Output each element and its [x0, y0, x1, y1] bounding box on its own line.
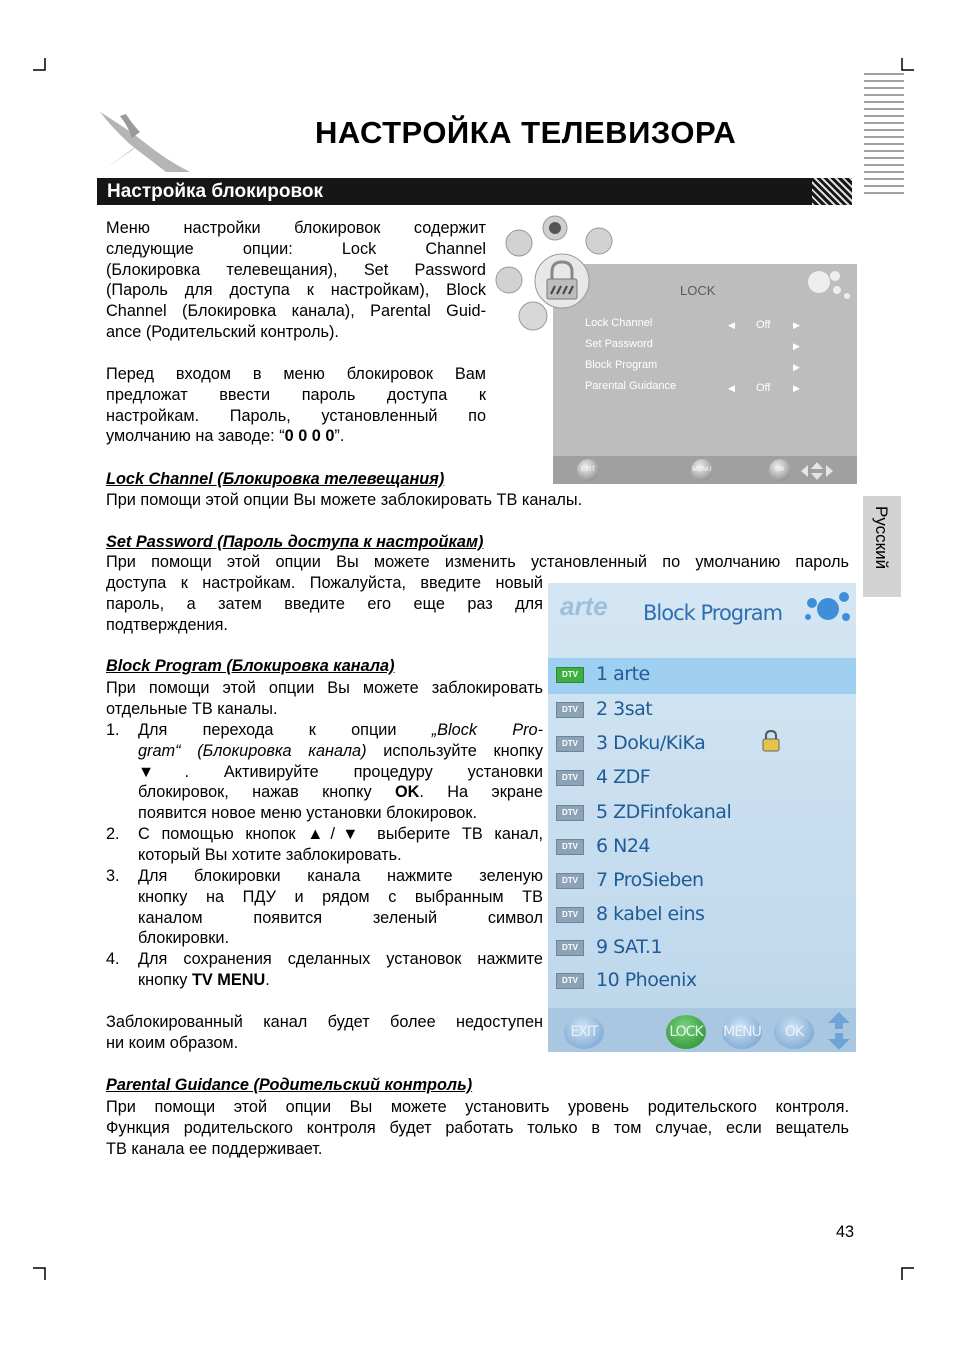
- exit-button-label: EXIT: [580, 466, 596, 473]
- text-fragment: умолчанию на заводе: “: [106, 427, 285, 446]
- parental-guidance-heading: Parental Guidance (Родительский контроль): [106, 1076, 473, 1094]
- arrow-right-icon[interactable]: ▶: [793, 320, 800, 330]
- text-line: Функция родительского контроля будет работать только в том случае, если вещатель: [106, 1118, 849, 1137]
- language-tab: [863, 496, 901, 597]
- ok-button[interactable]: [769, 459, 791, 481]
- lock-channel-text: [106, 490, 856, 511]
- text-line: [106, 426, 486, 447]
- arte-logo: arte: [560, 591, 608, 621]
- text-fragment: .: [265, 970, 270, 989]
- text-fragment: блокировок, нажав кнопку: [138, 783, 395, 802]
- channel-name: 5 ZDFinfokanal: [596, 801, 732, 823]
- password-intro-paragraph: [106, 364, 486, 447]
- list-number: 2.: [106, 825, 120, 843]
- arrow-right-icon[interactable]: ▶: [793, 341, 800, 351]
- text-line: отдельные ТВ каналы.: [106, 699, 278, 718]
- ok-button-label: OK: [775, 466, 785, 473]
- text-fragment: TV MENU: [191, 970, 266, 989]
- menu-button-label: MENU: [692, 466, 712, 473]
- parental-guidance-text: [106, 1097, 849, 1159]
- list-text: [138, 720, 543, 824]
- bubbles-icon: [805, 266, 853, 302]
- dtv-tag: DTV: [556, 770, 584, 786]
- channel-name: 8 kabel eins: [596, 903, 705, 925]
- section-title: Настройка блокировок: [107, 181, 324, 202]
- channel-name: 1 arte: [596, 663, 650, 685]
- text-line: При помощи этой опции Вы можете заблокировать: [106, 679, 543, 697]
- exit-button[interactable]: [564, 1015, 604, 1049]
- block-program-heading: Block Program (Блокировка канала): [106, 657, 395, 675]
- block-program-outro: [106, 1012, 543, 1054]
- text-line: каналом появится зеленый символ: [138, 908, 543, 927]
- text-fragment: gram“ (Блокировка канала): [138, 741, 367, 760]
- intro-paragraph: [106, 218, 486, 343]
- lock-channel-value: Off: [756, 319, 771, 331]
- lock-menu-title: LOCK: [680, 283, 716, 298]
- text-line: который Вы хотите заблокировать.: [138, 845, 402, 864]
- default-password: 0 0 0 0: [284, 427, 335, 446]
- list-text: [138, 866, 543, 949]
- dtv-tag: DTV: [556, 973, 584, 989]
- text-line: Заблокированный канал будет более недоступен: [106, 1013, 543, 1031]
- menu-button[interactable]: [722, 1015, 762, 1049]
- list-item: [106, 866, 543, 950]
- text-fragment: кнопку: [138, 970, 192, 989]
- text-line: Для блокировки канала нажмите зеленую: [138, 867, 543, 885]
- lock-menu-row-set-password[interactable]: Set Password: [585, 338, 653, 350]
- text-line: кнопку на ПДУ и рядом с выбранным ТВ: [138, 887, 543, 906]
- lock-menu-row-block-program[interactable]: Block Program: [585, 359, 658, 371]
- page-title: НАСТРОЙКА ТЕЛЕВИЗОРА: [315, 115, 737, 150]
- text-line: (Пароль для доступа к настройкам), Block: [106, 281, 486, 300]
- brand-logo: [96, 108, 192, 176]
- page-number: 43: [836, 1223, 855, 1241]
- up-down-arrows-icon: [826, 1011, 852, 1051]
- navigation-arrows-icon: [797, 460, 837, 482]
- dtv-tag: DTV: [556, 940, 584, 956]
- exit-button[interactable]: [577, 459, 599, 481]
- text-line: настройкам. Пароль, установленный по: [106, 406, 486, 425]
- text-line: ТВ канала ее поддерживает.: [106, 1139, 323, 1158]
- text-line: При помощи этой опции Вы можете установить уровень родительского контроля.: [106, 1098, 849, 1116]
- text-line: ни коим образом.: [106, 1033, 239, 1052]
- block-program-screenshot: [548, 583, 856, 1052]
- text-line: Перед входом в меню блокировок Вам: [106, 365, 486, 383]
- text-line: следующие опции: Lock Channel: [106, 239, 486, 258]
- text-line: [138, 741, 543, 762]
- decorative-stripes: [864, 72, 904, 198]
- lock-button-label: LOCK: [669, 1024, 703, 1040]
- channel-name: 9 SAT.1: [596, 936, 663, 958]
- text-fragment: Для перехода к опции: [138, 721, 432, 739]
- exit-button-label: EXIT: [570, 1024, 598, 1040]
- text-line: Для сохранения сделанных установок нажмите: [138, 950, 543, 968]
- menu-button[interactable]: [691, 459, 713, 481]
- dtv-tag: DTV: [556, 736, 584, 752]
- block-program-title: Block Program: [643, 601, 783, 625]
- lock-menu-row-lock-channel[interactable]: Lock Channel: [585, 317, 653, 329]
- text-line: блокировки.: [138, 929, 230, 948]
- text-line: Channel (Блокировка канала), Parental Guid-: [106, 302, 486, 321]
- list-number: 4.: [106, 950, 120, 968]
- text-line: доступа к настройкам. Пожалуйста, введите новый: [106, 574, 543, 592]
- text-fragment: ”.: [334, 427, 345, 446]
- text-line: ▼. Активируйте процедуру установки: [138, 762, 543, 781]
- language-tab-label: Русский: [872, 506, 891, 570]
- text-line: [138, 720, 543, 741]
- text-line: предложат ввести пароль доступа к: [106, 385, 486, 404]
- set-password-text-2: [106, 573, 543, 635]
- text-line: С помощью кнопок ▲/▼ выберите ТВ канал,: [138, 825, 543, 843]
- channel-name: 10 Phoenix: [596, 969, 697, 991]
- lock-button[interactable]: [666, 1015, 706, 1049]
- arrow-left-icon[interactable]: ◀: [728, 320, 735, 330]
- text-line: Меню настройки блокировок содержит: [106, 219, 486, 237]
- arrow-left-icon[interactable]: ◀: [728, 383, 735, 393]
- lock-menu-footer: [553, 456, 857, 484]
- text-line: (Блокировка телевещания), Set Password: [106, 260, 486, 279]
- list-item: [106, 824, 543, 866]
- padlock-icon: [533, 252, 591, 310]
- text-line: При помощи этой опции Вы можете изменить установленный по умолчанию пароль: [106, 553, 849, 571]
- lock-menu-row-parental-guidance[interactable]: Parental Guidance: [585, 380, 677, 392]
- text-line: При помощи этой опции Вы можете заблокировать ТВ каналы.: [106, 491, 583, 509]
- menu-button-label: MENU: [723, 1024, 761, 1040]
- dtv-tag: DTV: [556, 873, 584, 889]
- dtv-tag: DTV: [556, 805, 584, 821]
- list-item: [106, 720, 543, 824]
- ok-button-label: OK: [784, 1024, 804, 1040]
- set-password-text-1: [106, 552, 849, 573]
- block-program-intro: [106, 678, 543, 720]
- bubbles-icon: [798, 585, 856, 627]
- list-item: [106, 949, 543, 991]
- lock-channel-heading: Lock Channel (Блокировка телевещания): [106, 470, 445, 488]
- text-line: ance (Родительский контроль).: [106, 322, 339, 341]
- channel-name: 6 N24: [596, 835, 651, 857]
- ok-button[interactable]: [774, 1015, 814, 1049]
- section-header-bar: [97, 178, 852, 205]
- text-line: подтверждения.: [106, 615, 228, 634]
- text-fragment: . На экране: [419, 783, 543, 802]
- set-password-heading: Set Password (Пароль доступа к настройкам): [106, 533, 484, 551]
- channel-name: 2 3sat: [596, 698, 653, 720]
- lock-menu-screenshot: [495, 208, 857, 484]
- list-text: [138, 949, 543, 991]
- selected-row-highlight: [548, 658, 856, 694]
- channel-name: 7 ProSieben: [596, 869, 704, 891]
- text-fragment: OK: [394, 783, 420, 802]
- text-line: появится новое меню установки блокировок.: [138, 804, 477, 823]
- channel-name: 4 ZDF: [596, 766, 651, 788]
- text-line: пароль, а затем введите его еще раз для: [106, 594, 543, 613]
- header-hatch: [812, 178, 852, 205]
- lock-icon: [762, 730, 780, 752]
- text-fragment: используйте кнопку: [366, 741, 543, 760]
- text-line: [138, 970, 543, 991]
- list-text: [138, 824, 543, 866]
- parental-guidance-value: Off: [756, 382, 771, 394]
- arrow-right-icon[interactable]: ▶: [793, 383, 800, 393]
- dtv-tag: DTV: [556, 839, 584, 855]
- dtv-tag: DTV: [556, 667, 584, 683]
- channel-name: 3 Doku/KiKa: [596, 732, 706, 754]
- arrow-right-icon[interactable]: ▶: [793, 362, 800, 372]
- lock-menu-panel: [553, 264, 857, 484]
- dtv-tag: DTV: [556, 702, 584, 718]
- list-number: 1.: [106, 721, 120, 739]
- text-line: [138, 782, 543, 803]
- list-number: 3.: [106, 867, 120, 885]
- dtv-tag: DTV: [556, 907, 584, 923]
- text-fragment: „Block Pro-: [431, 721, 543, 739]
